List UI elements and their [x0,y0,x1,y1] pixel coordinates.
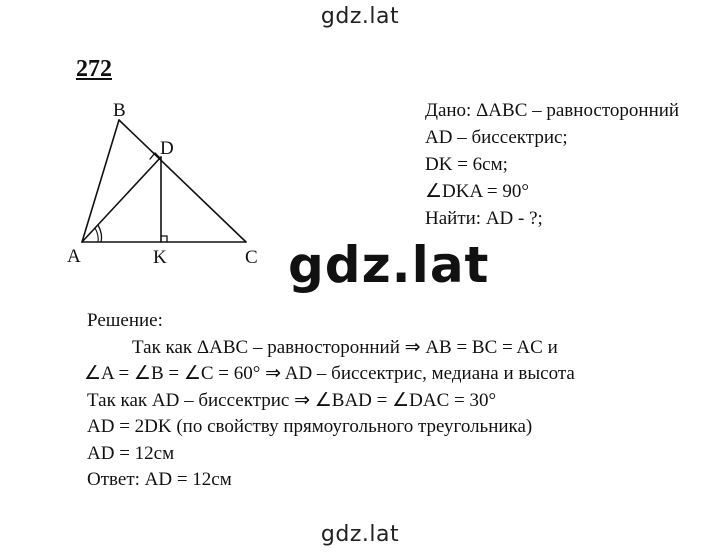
side-ab [82,120,119,242]
vertex-label-k: K [153,247,167,268]
right-angle-k [161,236,167,242]
solution-block [84,308,575,494]
solution-line: AD = 2DK (по свойству прямоугольного треугольника) [87,416,533,437]
solution-line: AD = 12см [87,442,175,464]
watermark-top: gdz.lat [320,4,400,29]
watermark-center: gdz.lat [288,236,490,294]
vertex-label-c: C [245,247,258,268]
vertex-label-d: D [160,138,174,159]
solution-line: Ответ: AD = 12см [87,469,232,490]
given-line: ∠DKA = 90° [425,181,529,202]
segment-ad [82,157,161,242]
given-line: Дано: ΔABC – равносторонний [425,100,680,121]
vertex-label-b: B [113,100,126,121]
solution-heading: Решение: [87,310,163,331]
solution-line: ∠A = ∠B = ∠C = 60° ⇒ AD – биссектрис, медиана и высота [84,363,575,384]
given-line: Найти: AD - ?; [425,208,543,229]
problem-number: 272 [76,56,112,82]
given-line: DK = 6см; [425,154,508,175]
watermark-bottom: gdz.lat [320,522,400,547]
vertex-label-a: A [67,246,81,267]
solution-line: Так как AD – биссектрис ⇒ ∠BAD = ∠DAC = 30° [87,389,497,411]
given-block [425,97,679,232]
angle-arc-a-2 [95,228,98,242]
given-line: AD – биссектрис; [425,127,568,148]
solution-line: Так как ΔABC – равносторонний ⇒ AB = BC = AC и [132,336,558,358]
